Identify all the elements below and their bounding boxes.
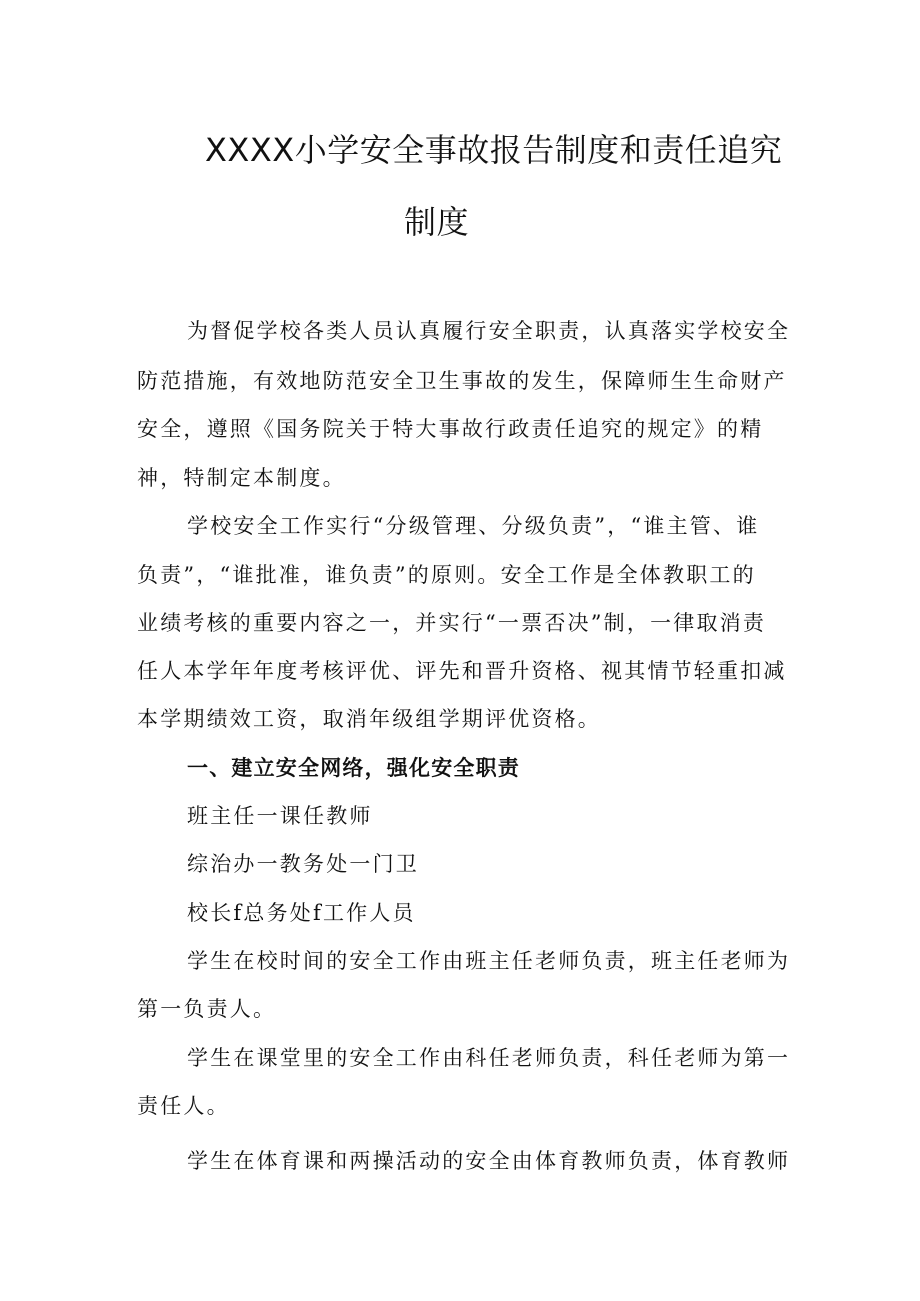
paragraph-4-line-1: 学生在课堂里的安全工作由科任老师负责，科任老师为第一 xyxy=(187,1046,791,1070)
paragraph-3-line-1: 学生在校时间的安全工作由班主任老师负责，班主任老师为 xyxy=(187,949,791,973)
section-heading-1: 一、建立安全网络，强化安全职责 xyxy=(187,756,520,780)
paragraph-2-line-4: 任人本学年年度考核评优、评先和晋升资格、视其情节轻重扣减 xyxy=(137,659,787,683)
paragraph-3-line-2: 第一负责人。 xyxy=(137,997,277,1021)
paragraph-2-line-2: 负责”，“谁批准，谁负责”的原则。安全工作是全体教职工的 xyxy=(137,563,756,587)
paragraph-2-line-3: 业绩考核的重要内容之一，并实行“一票否决”制，一律取消责 xyxy=(137,611,767,635)
document-title-line-2: 制度 xyxy=(404,203,470,241)
paragraph-2-line-1: 学校安全工作实行“分级管理、分级负责”，“谁主管、谁 xyxy=(187,514,760,538)
paragraph-1-line-2: 防范措施，有效地防范安全卫生事故的发生，保障师生生命财产 xyxy=(137,369,787,393)
paragraph-1-line-4: 神，特制定本制度。 xyxy=(137,466,346,490)
paragraph-2-line-5: 本学期绩效工资，取消年级组学期评优资格。 xyxy=(137,707,601,731)
paragraph-1-line-3: 安全，遵照《国务院关于特大事故行政责任追究的规定》的精 xyxy=(137,417,764,441)
paragraph-1-line-1: 为督促学校各类人员认真履行安全职责，认真落实学校安全 xyxy=(187,319,791,343)
document-title-line-1: XXXX小学安全事故报告制度和责任追究 xyxy=(205,131,783,169)
paragraph-5-line-1: 学生在体育课和两操活动的安全由体育教师负责，体育教师 xyxy=(187,1149,791,1173)
network-line-2: 综治办一教务处一门卫 xyxy=(187,852,419,876)
paragraph-4-line-2: 责任人。 xyxy=(137,1094,230,1118)
network-line-1: 班主任一课任教师 xyxy=(187,804,373,828)
network-line-3: 校长f总务处f工作人员 xyxy=(187,901,416,925)
